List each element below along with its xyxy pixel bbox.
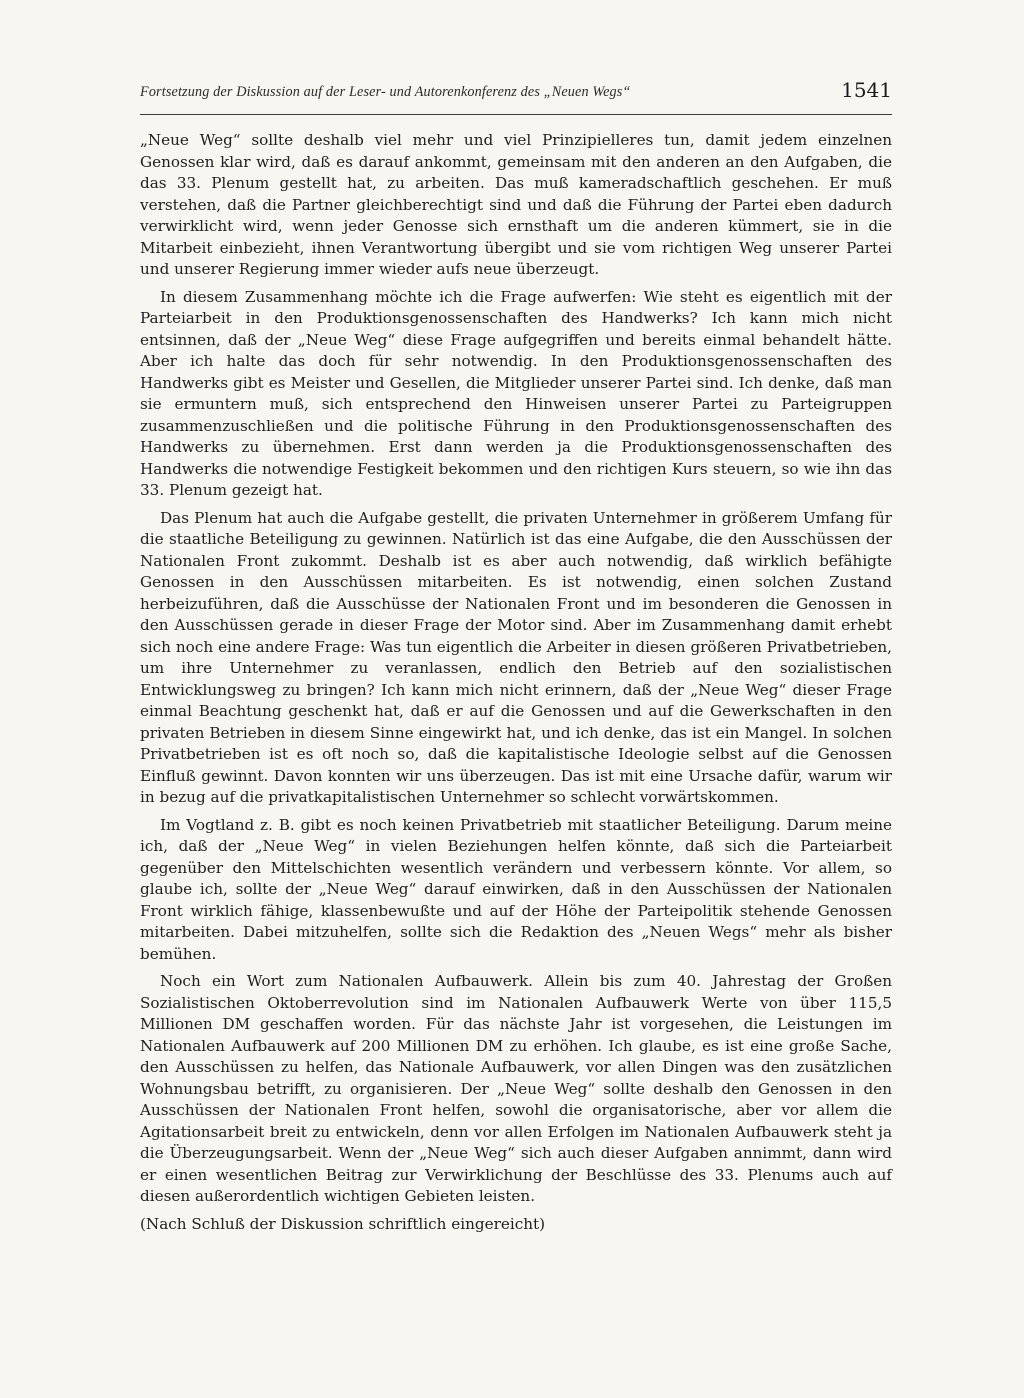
paragraph: „Neue Weg“ sollte deshalb viel mehr und viel Prinzipielleres tun, damit jedem einzelnen Genossen klar wird, daß es darauf ankommt, gemeinsam mit den anderen an den Aufgaben, die das 33. Plenum gestellt hat, zu arbeiten. Das muß kameradschaftlich geschehen. Er muß verstehen, daß die Partner gleichberechtigt sind und daß die Führung der Partei eben dadurch verwirklicht wird, wenn jeder Genosse sich ernsthaft um die anderen kümmert, sie in die Mitarbeit einbezieht, ihnen Verantwortung übergibt und sie vom richtigen Weg unserer Partei und unserer Regierung immer wieder aufs neue überzeugt. (140, 131, 892, 278)
paragraph: Im Vogtland z. B. gibt es noch keinen Privatbetrieb mit staatlicher Beteiligung. Darum meine ich, daß der „Neue Weg“ in vielen Beziehungen helfen könnte, daß sich die Parteiarbeit gegenüber den Mittelschichten wesentlich verändern und verbessern könnte. Vor allem, so glaube ich, sollte der „Neue Weg“ darauf einwirken, daß in den Ausschüssen der Nationalen Front wirklich fähige, klassenbewußte und auf der Höhe der Parteipolitik stehende Genossen mitarbeiten. Dabei mitzuhelfen, sollte sich die Redaktion des „Neuen Wegs“ mehr als bisher bemühen. (140, 815, 892, 963)
paragraph: Das Plenum hat auch die Aufgabe gestellt, die privaten Unternehmer in größerem Umfang für die staatliche Beteiligung zu gewinnen. Natürlich ist das eine Aufgabe, die den Ausschüssen der Nationalen Front zukommt. Deshalb ist es aber auch notwendig, daß wirklich befähigte Genossen in den Ausschüssen mitarbeiten. Es ist notwendig, einen solchen Zustand herbeizuführen, daß die Ausschüsse der Nationalen Front und im besonderen die Genossen in den Ausschüssen gerade in dieser Frage der Motor sind. Aber im Zusammenhang damit erhebt sich noch eine andere Frage: Was tun eigentlich die Arbeiter in diesen größeren Privatbetrieben, um ihre Unternehmer zu veranlassen, endlich den Betrieb auf den sozialistischen Entwicklungsweg zu bringen? Ich kann mich nicht erinnern, daß der „Neue Weg“ dieser Frage einmal Beachtung geschenkt hat, daß er auf die Genossen und auf die Gewerkschaften in den privaten Betrieben in diesem Sinne eingewirkt hat, und ich denke, das ist ein Mangel. In solchen Privatbetrieben ist es oft noch so, daß die kapitalistische Ideologie selbst auf die Genossen Einfluß gewinnt. Davon konnten wir uns überzeugen. Das ist mit eine Ursache dafür, warum wir in bezug auf die privatkapitalistischen Unternehmer so schlecht vorwärtskommen. (140, 508, 892, 806)
article-body (140, 130, 892, 1241)
paragraph: Noch ein Wort zum Nationalen Aufbauwerk. Allein bis zum 40. Jahrestag der Großen Sozialistischen Oktoberrevolution sind im Nationalen Aufbauwerk Werte von über 115,5 Millionen DM geschaffen worden. Für das nächste Jahr ist vorgesehen, die Leistungen im Nationalen Aufbauwerk auf 200 Millionen DM zu erhöhen. Ich glaube, es ist eine große Sache, den Ausschüssen zu helfen, das Nationale Aufbauwerk, vor allen Dingen was den zusätzlichen Wohnungsbau betrifft, zu organisieren. Der „Neue Weg“ sollte deshalb den Genossen in den Ausschüssen der Nationalen Front helfen, sowohl die organisatorische, aber vor allem die Agitationsarbeit breit zu entwickeln, denn vor allen Erfolgen im Nationalen Aufbauwerk steht ja die Überzeugungsarbeit. Wenn der „Neue Weg“ sich auch dieser Aufgaben annimmt, dann wird er einen wesentlichen Beitrag zur Verwirklichung der Beschlüsse des 33. Plenums auch auf diesen außerordentlich wichtigen Gebieten leisten. (140, 972, 892, 1205)
running-head: Fortsetzung der Diskussion auf der Leser- und Autorenkonferenz des „Neuen Wegs“ (140, 84, 631, 100)
page-number: 1541 (841, 78, 892, 102)
header-rule (140, 114, 892, 115)
paragraph: In diesem Zusammenhang möchte ich die Frage aufwerfen: Wie steht es eigentlich mit der Parteiarbeit in den Produktionsgenossenschaften des Handwerks? Ich kann mich nicht entsinnen, daß der „Neue Weg“ diese Frage aufgegriffen und bereits einmal behandelt hätte. Aber ich halte das doch für sehr notwendig. In den Produktionsgenossenschaften des Handwerks gibt es Meister und Gesellen, die Mitglieder unserer Partei sind. Ich denke, daß man sie ermuntern muß, sich entsprechend den Hinweisen unserer Partei zu Parteigruppen zusammenzuschließen und die politische Führung in den Produktionsgenossenschaften des Handwerks zu übernehmen. Erst dann werden ja die Produktionsgenossenschaften des Handwerks die notwendige Festigkeit bekommen und den richtigen Kurs steuern, so wie ihn das 33. Plenum gezeigt hat. (140, 287, 892, 499)
page-header (140, 78, 892, 108)
closing-note: (Nach Schluß der Diskussion schriftlich eingereicht) (140, 1214, 546, 1233)
